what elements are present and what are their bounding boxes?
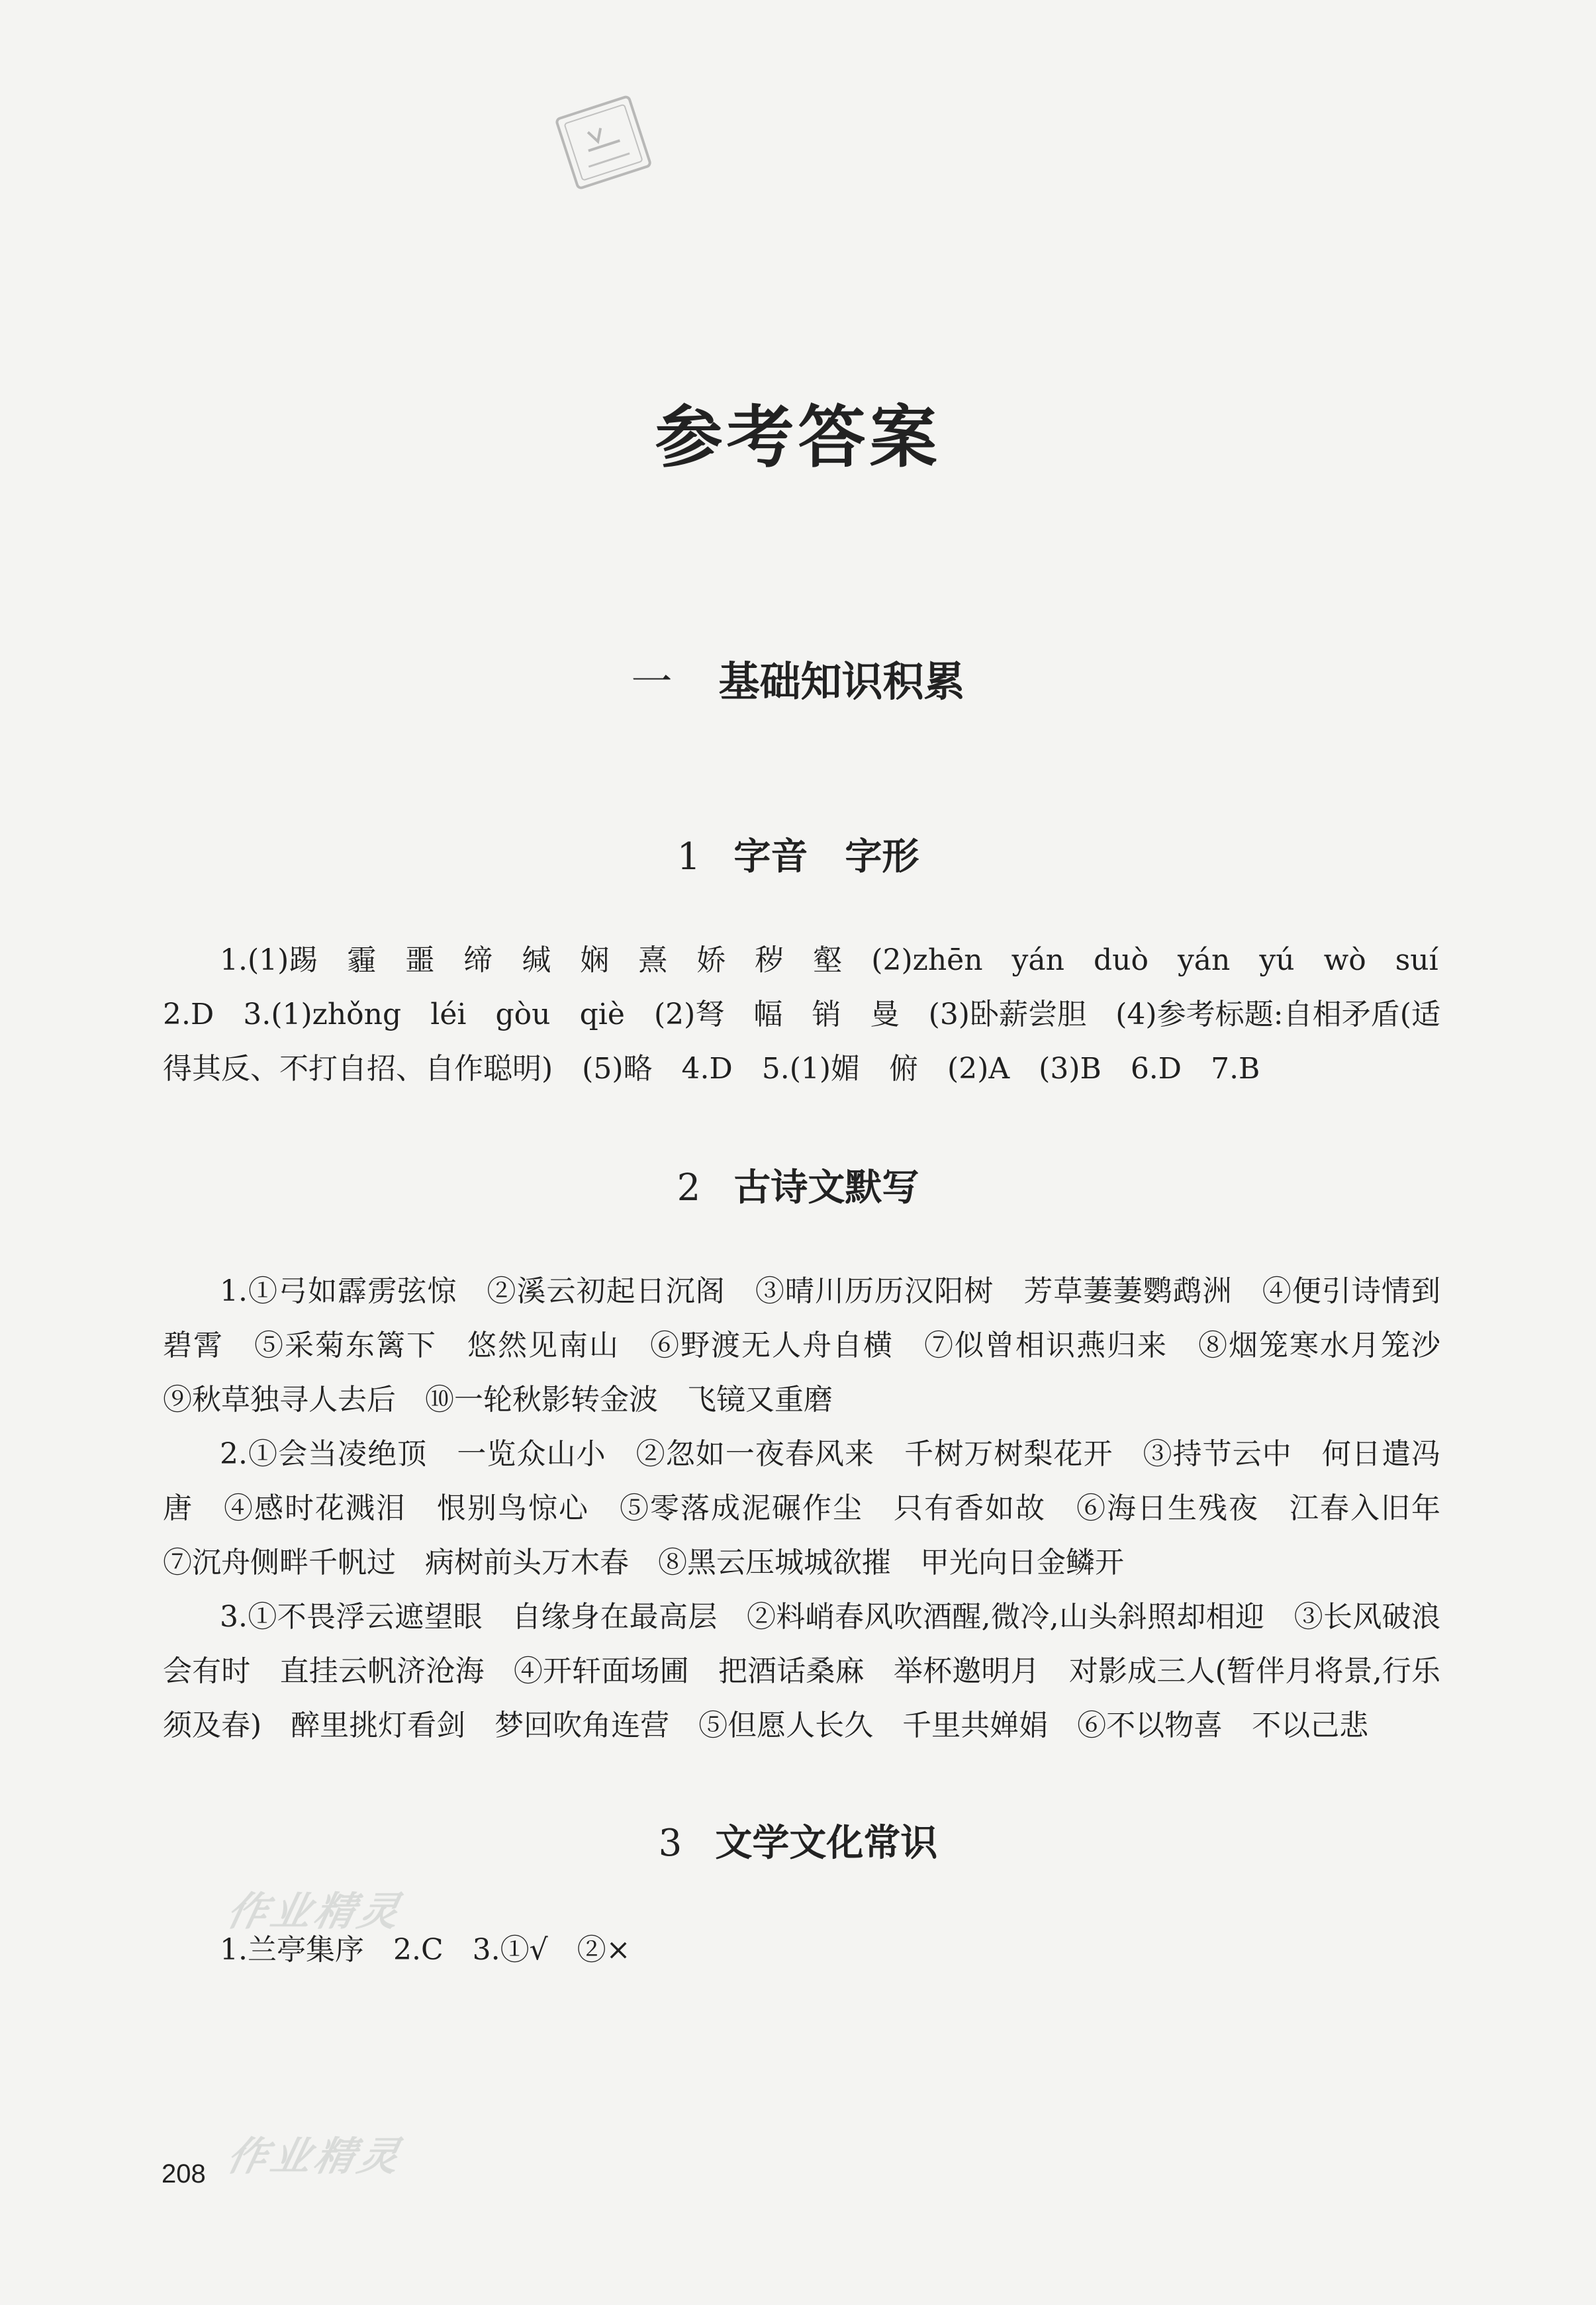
subsection-1-heading [0, 827, 1596, 880]
subsection-2-heading [0, 1158, 1596, 1211]
answer-item: 2.①会当凌绝顶 一览众山小 ②忽如一夜春风来 千树万树梨花开 ③持节云中 何日遣冯唐 ④感时花溅泪 恨别鸟惊心 ⑤零落成泥碾作尘 只有香如故 ⑥海日生残夜 江春入旧年 ⑦沉舟侧畔千帆过 病树前头万木春 ⑧黑云压城城欲摧 甲光向日金鳞开 [163, 1437, 1470, 1579]
subsection-1-number: 1 [677, 835, 701, 878]
subsection-3-title: 文学文化常识 [715, 1821, 938, 1865]
watermark: 作业精灵 [222, 1889, 408, 1935]
answer-item: 1.①弓如霹雳弦惊 ②溪云初起日沉阁 ③晴川历历汉阳树 芳草萋萋鹦鹉洲 ④便引诗情到碧霄 ⑤采菊东篱下 悠然见南山 ⑥野渡无人舟自横 ⑦似曾相识燕归来 ⑧烟笼寒水月笼沙 ⑨秋草独寻人去后 ⑩一轮秋影转金波 飞镜又重磨 [163, 1274, 1470, 1417]
section-title: 基础知识积累 [718, 657, 965, 706]
watermark: 作业精灵 [222, 2134, 408, 2180]
answer-item: 3.①不畏浮云遮望眼 自缘身在最高层 ②料峭春风吹酒醒,微冷,山头斜照却相迎 ③长风破浪会有时 直挂云帆济沧海 ④开轩面场圃 把酒话桑麻 举杯邀明月 对影成三人(暂伴月将景,行乐须及春) 醉里挑灯看剑 梦回吹角连营 ⑤但愿人长久 千里共婵娟 ⑥不以物喜 不以己悲 [163, 1600, 1440, 1742]
subsection-3-heading [0, 1814, 1596, 1867]
page-title: 参考答案 [655, 398, 941, 477]
logo-stamp-icon [541, 84, 667, 204]
answer-line: 2.D 3.(1)zhǒng léi gòu qiè (2)弩 幅 销 曼 (3)卧薪尝胆 (4)参考标题:自相矛盾(适得其反、不打自招、自作聪明) (5)略 4.D 5.(1)媚 俯 (2)A (3)B 6.D 7.B [163, 998, 1440, 1086]
subsection-1-body [163, 933, 1440, 1096]
subsection-2-body [163, 1264, 1470, 1753]
subsection-2-title: 古诗文默写 [733, 1166, 919, 1209]
subsection-3-number: 3 [658, 1822, 682, 1865]
section-number: 一 [631, 657, 673, 706]
subsection-1-title: 字音 字形 [733, 835, 919, 878]
page-number: 208 [162, 2159, 206, 2188]
subsection-2-number: 2 [677, 1166, 701, 1209]
section-heading [0, 649, 1596, 708]
answer-line: 1.兰亭集序 2.C 3.①√ ②× [220, 1933, 631, 1967]
answer-line: 1.(1)踢 霾 噩 缔 缄 娴 熹 娇 秽 壑 (2)zhēn yán duò yán yú wò suí [220, 943, 1438, 977]
